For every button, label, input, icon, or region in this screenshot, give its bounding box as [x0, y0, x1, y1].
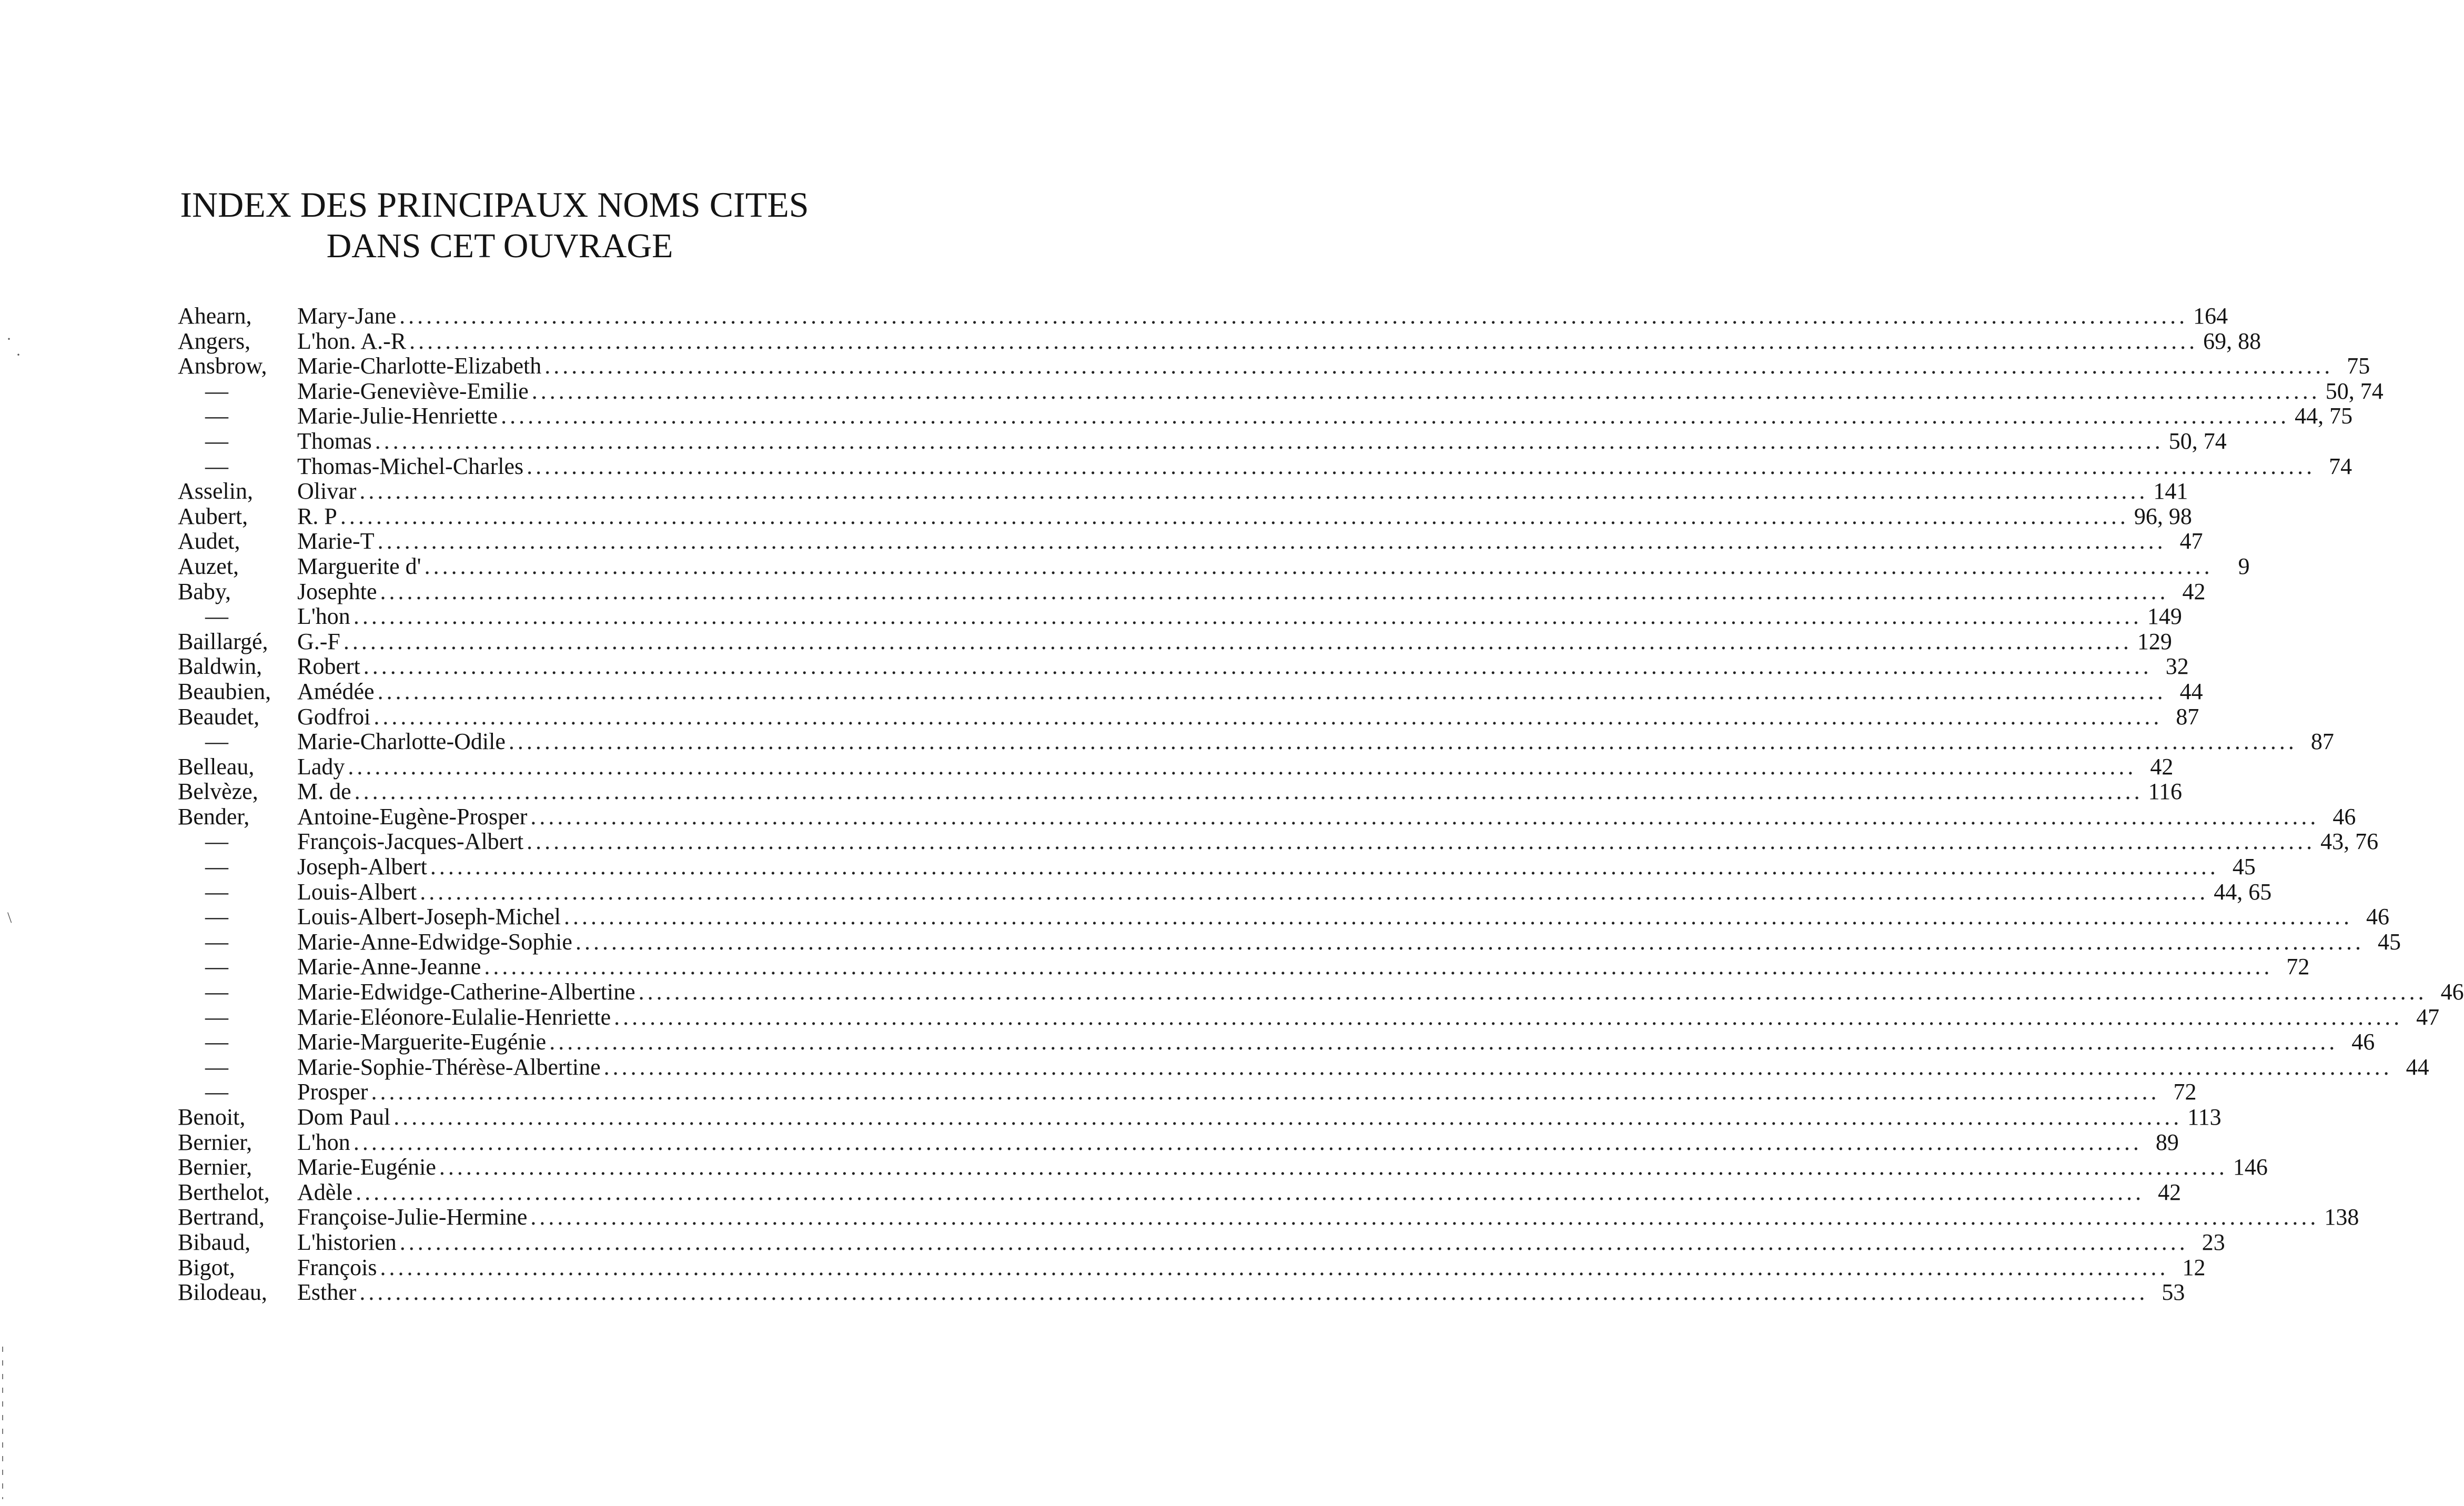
margin-speck: · [6, 330, 12, 348]
index-entry [178, 1129, 2179, 1155]
index-entry [178, 578, 2206, 604]
ditto-dash: — [205, 403, 228, 429]
entry-page-numbers: 44 [2406, 1054, 2429, 1080]
entry-detail [297, 378, 2384, 404]
ditto-dash: — [205, 1029, 228, 1055]
entry-detail [297, 954, 2310, 980]
ditto-dash: — [205, 729, 228, 755]
dot-leader: ........................................................................................................................................................................................................ [393, 1104, 2183, 1130]
dot-leader: ........................................................................................................................................................................................................ [380, 1254, 2169, 1280]
entry-given-name: Godfroi [297, 703, 371, 730]
entry-surname: Auzet, [178, 553, 239, 579]
ditto-dash: — [205, 878, 228, 905]
ditto-dash: — [205, 928, 228, 955]
entry-page-numbers: 87 [2176, 703, 2199, 730]
index-entry [178, 503, 2192, 529]
entry-page-numbers: 44, 75 [2295, 403, 2353, 429]
index-entry [178, 753, 2174, 780]
ditto-dash: — [205, 453, 228, 479]
entry-surname: Benoit, [178, 1104, 246, 1130]
entry-detail [297, 353, 2370, 379]
entry-detail [297, 603, 2182, 630]
index-entry [178, 854, 2256, 880]
entry-detail [297, 478, 2188, 504]
entry-given-name: Dom Paul [297, 1104, 391, 1130]
ditto-dash: — [205, 1079, 228, 1105]
index-entry [178, 729, 2334, 755]
entry-page-numbers: 23 [2202, 1229, 2225, 1255]
index-entry [178, 303, 2228, 329]
index-entry [178, 628, 2172, 654]
index-entry [178, 703, 2199, 730]
entry-given-name: Amédée [297, 678, 375, 704]
entry-given-name: Marie-Anne-Jeanne [297, 954, 481, 980]
index-list [178, 303, 2464, 1306]
dot-leader: ........................................................................................................................................................................................................ [377, 678, 2166, 704]
entry-page-numbers: 45 [2377, 928, 2401, 955]
ditto-dash: — [205, 603, 228, 630]
entry-given-name: Louis-Albert-Joseph-Michel [297, 904, 561, 930]
entry-page-numbers: 96, 98 [2134, 503, 2192, 529]
entry-surname: Baby, [178, 578, 231, 604]
entry-given-name: L'hon [297, 603, 350, 630]
dot-leader: ........................................................................................................................................................................................................ [501, 403, 2290, 429]
index-entry [178, 353, 2370, 379]
index-entry [178, 1054, 2429, 1080]
entry-page-numbers: 146 [2233, 1154, 2268, 1180]
ditto-dash: — [205, 854, 228, 880]
dot-leader: ........................................................................................................................................................................................................ [353, 603, 2142, 630]
entry-page-numbers: 72 [2173, 1079, 2197, 1105]
entry-detail [297, 503, 2192, 529]
entry-surname: Audet, [178, 528, 240, 554]
entry-surname: Ansbrow, [178, 353, 267, 379]
dot-leader: ........................................................................................................................................................................................................ [564, 904, 2352, 930]
entry-detail [297, 928, 2401, 955]
entry-surname: Aubert, [178, 503, 248, 529]
dot-leader: ........................................................................................................................................................................................................ [575, 928, 2364, 955]
entry-page-numbers: 116 [2148, 779, 2183, 805]
ditto-dash: — [205, 828, 228, 855]
index-entry [178, 1229, 2225, 1255]
index-entry [178, 528, 2203, 554]
dot-leader: ........................................................................................................................................................................................................ [371, 1079, 2160, 1105]
entry-detail [297, 803, 2356, 830]
dot-leader: ........................................................................................................................................................................................................ [527, 828, 2316, 855]
entry-page-numbers: 89 [2155, 1129, 2179, 1155]
dot-leader: ........................................................................................................................................................................................................ [353, 1129, 2142, 1155]
ditto-dash: — [205, 1054, 228, 1080]
entry-surname: Bernier, [178, 1129, 253, 1155]
dot-leader: ........................................................................................................................................................................................................ [343, 628, 2132, 654]
index-entry [178, 378, 2384, 404]
index-entry [178, 1004, 2440, 1030]
entry-surname: Bilodeau, [178, 1279, 267, 1306]
entry-page-numbers: 138 [2324, 1204, 2359, 1230]
ditto-dash: — [205, 428, 228, 454]
dot-leader: ........................................................................................................................................................................................................ [399, 1229, 2188, 1255]
entry-given-name: Marie-T [297, 528, 375, 554]
dot-leader: ........................................................................................................................................................................................................ [549, 1029, 2338, 1055]
entry-surname: Bibaud, [178, 1229, 251, 1255]
entry-given-name: M. de [297, 779, 351, 805]
entry-page-numbers: 113 [2187, 1104, 2221, 1130]
entry-page-numbers: 44 [2179, 678, 2203, 704]
entry-surname: Belleau, [178, 753, 255, 780]
dot-leader: ........................................................................................................................................................................................................ [638, 979, 2427, 1005]
ditto-dash: — [205, 979, 228, 1005]
entry-given-name: Louis-Albert [297, 878, 417, 905]
entry-given-name: Marie-Charlotte-Elizabeth [297, 353, 542, 379]
entry-given-name: Thomas [297, 428, 372, 454]
entry-detail [297, 1229, 2225, 1255]
entry-detail [297, 878, 2272, 905]
entry-page-numbers: 164 [2193, 303, 2228, 329]
entry-given-name: Joseph-Albert [297, 854, 427, 880]
entry-page-numbers: 44, 65 [2214, 878, 2272, 905]
entry-detail [297, 328, 2261, 354]
entry-surname: Bigot, [178, 1254, 235, 1280]
entry-detail [297, 403, 2353, 429]
entry-surname: Angers, [178, 328, 251, 354]
ditto-dash: — [205, 378, 228, 404]
dot-leader: ........................................................................................................................................................................................................ [340, 503, 2129, 529]
index-title-line-2: DANS CET OUVRAGE [326, 227, 673, 265]
margin-speck: \ [7, 909, 12, 926]
entry-page-numbers: 69, 88 [2203, 328, 2261, 354]
dot-leader: ........................................................................................................................................................................................................ [356, 1179, 2145, 1205]
entry-detail [297, 729, 2334, 755]
entry-given-name: Robert [297, 653, 360, 680]
index-entry [178, 403, 2353, 429]
ditto-dash: — [205, 1004, 228, 1030]
index-entry [178, 979, 2464, 1005]
entry-given-name: Marie-Geneviève-Emilie [297, 378, 529, 404]
index-entry [178, 603, 2182, 630]
entry-given-name: R. P [297, 503, 337, 529]
entry-detail [297, 1254, 2206, 1280]
entry-given-name: L'historien [297, 1229, 397, 1255]
entry-surname: Asselin, [178, 478, 253, 504]
entry-detail [297, 854, 2256, 880]
entry-page-numbers: 75 [2347, 353, 2370, 379]
entry-given-name: Marie-Charlotte-Odile [297, 729, 506, 755]
entry-detail [297, 428, 2227, 454]
entry-given-name: Marie-Anne-Edwidge-Sophie [297, 928, 572, 955]
index-entry [178, 1079, 2197, 1105]
entry-detail [297, 904, 2389, 930]
entry-page-numbers: 149 [2147, 603, 2182, 630]
entry-detail [297, 553, 2250, 579]
dot-leader: ........................................................................................................................................................................................................ [359, 1279, 2148, 1306]
entry-given-name: Thomas-Michel-Charles [297, 453, 524, 479]
margin-speck: · [16, 346, 21, 363]
entry-given-name: Lady [297, 753, 345, 780]
entry-page-numbers: 9 [2238, 553, 2250, 579]
entry-page-numbers: 53 [2162, 1279, 2185, 1306]
entry-given-name: Adèle [297, 1179, 353, 1205]
entry-detail [297, 453, 2352, 479]
entry-surname: Berthelot, [178, 1179, 270, 1205]
entry-detail [297, 979, 2464, 1005]
index-entry [178, 1254, 2206, 1280]
entry-page-numbers: 45 [2232, 854, 2256, 880]
dot-leader: ........................................................................................................................................................................................................ [527, 453, 2316, 479]
entry-detail [297, 628, 2172, 654]
index-entry [178, 1104, 2221, 1130]
entry-given-name: François [297, 1254, 377, 1280]
dot-leader: ........................................................................................................................................................................................................ [530, 1204, 2319, 1230]
entry-given-name: François-Jacques-Albert [297, 828, 524, 855]
index-entry [178, 1204, 2359, 1230]
index-entry [178, 653, 2189, 680]
dot-leader: ........................................................................................................................................................................................................ [380, 578, 2169, 604]
index-entry [178, 1029, 2375, 1055]
dot-leader: ........................................................................................................................................................................................................ [508, 729, 2297, 755]
entry-detail [297, 828, 2379, 855]
entry-page-numbers: 50, 74 [2325, 378, 2384, 404]
entry-detail [297, 1004, 2440, 1030]
entry-surname: Bernier, [178, 1154, 253, 1180]
index-entry [178, 328, 2261, 354]
dot-leader: ........................................................................................................................................................................................................ [603, 1054, 2392, 1080]
entry-given-name: Josephte [297, 578, 377, 604]
entry-detail [297, 1104, 2221, 1130]
entry-detail [297, 1054, 2429, 1080]
entry-given-name: G.-F [297, 628, 340, 654]
entry-detail [297, 1179, 2182, 1205]
entry-page-numbers: 129 [2137, 628, 2172, 654]
entry-page-numbers: 46 [2440, 979, 2464, 1005]
scan-edge-rule [2, 1347, 3, 1499]
dot-leader: ........................................................................................................................................................................................................ [354, 779, 2143, 805]
entry-detail [297, 303, 2228, 329]
entry-page-numbers: 32 [2165, 653, 2189, 680]
entry-given-name: Marie-Eugénie [297, 1154, 436, 1180]
entry-detail [297, 1154, 2268, 1180]
entry-given-name: L'hon. A.-R [297, 328, 407, 354]
dot-leader: ........................................................................................................................................................................................................ [373, 703, 2163, 730]
entry-detail [297, 1079, 2197, 1105]
index-entry [178, 954, 2310, 980]
entry-page-numbers: 46 [2351, 1029, 2375, 1055]
index-entry [178, 803, 2356, 830]
entry-detail [297, 578, 2206, 604]
entry-page-numbers: 46 [2366, 904, 2389, 930]
entry-given-name: Marie-Sophie-Thérèse-Albertine [297, 1054, 601, 1080]
entry-given-name: Marie-Eléonore-Eulalie-Henriette [297, 1004, 611, 1030]
entry-page-numbers: 47 [2179, 528, 2203, 554]
index-entry [178, 478, 2188, 504]
index-entry [178, 779, 2183, 805]
dot-leader: ........................................................................................................................................................................................................ [424, 553, 2213, 579]
ditto-dash: — [205, 904, 228, 930]
index-entry [178, 1279, 2185, 1306]
entry-detail [297, 678, 2203, 704]
dot-leader: ........................................................................................................................................................................................................ [375, 428, 2164, 454]
entry-page-numbers: 74 [2329, 453, 2352, 479]
entry-given-name: Marguerite d' [297, 553, 421, 579]
entry-given-name: Prosper [297, 1079, 368, 1105]
index-entry [178, 1179, 2182, 1205]
entry-page-numbers: 47 [2416, 1004, 2440, 1030]
dot-leader: ........................................................................................................................................................................................................ [484, 954, 2273, 980]
entry-given-name: Esther [297, 1279, 357, 1306]
entry-detail [297, 1029, 2375, 1055]
entry-page-numbers: 50, 74 [2168, 428, 2227, 454]
dot-leader: ........................................................................................................................................................................................................ [363, 653, 2152, 680]
entry-given-name: L'hon [297, 1129, 350, 1155]
entry-given-name: Antoine-Eugène-Prosper [297, 803, 528, 830]
entry-surname: Belvèze, [178, 779, 258, 805]
entry-page-numbers: 87 [2310, 729, 2334, 755]
index-title-line-1: INDEX DES PRINCIPAUX NOMS CITES [180, 185, 809, 225]
entry-surname: Ahearn, [178, 303, 252, 329]
entry-detail [297, 779, 2183, 805]
ditto-dash: — [205, 954, 228, 980]
entry-page-numbers: 43, 76 [2320, 828, 2379, 855]
entry-detail [297, 528, 2203, 554]
dot-leader: ........................................................................................................................................................................................................ [348, 753, 2137, 780]
index-entry [178, 828, 2379, 855]
entry-page-numbers: 72 [2286, 954, 2310, 980]
entry-surname: Beaudet, [178, 703, 260, 730]
entry-page-numbers: 141 [2153, 478, 2188, 504]
dot-leader: ........................................................................................................................................................................................................ [409, 328, 2198, 354]
entry-surname: Baillargé, [178, 628, 268, 654]
entry-detail [297, 703, 2199, 730]
entry-page-numbers: 46 [2332, 803, 2356, 830]
entry-detail [297, 1279, 2185, 1306]
dot-leader: ........................................................................................................................................................................................................ [544, 353, 2334, 379]
entry-detail [297, 1129, 2179, 1155]
entry-page-numbers: 42 [2150, 753, 2174, 780]
entry-surname: Bertrand, [178, 1204, 265, 1230]
entry-given-name: Marie-Edwidge-Catherine-Albertine [297, 979, 635, 1005]
index-entry [178, 904, 2389, 930]
entry-detail [297, 653, 2189, 680]
index-entry [178, 428, 2227, 454]
dot-leader: ........................................................................................................................................................................................................ [530, 803, 2319, 830]
entry-detail [297, 753, 2174, 780]
index-entry [178, 553, 2250, 579]
dot-leader: ........................................................................................................................................................................................................ [614, 1004, 2403, 1030]
dot-leader: ........................................................................................................................................................................................................ [430, 854, 2219, 880]
entry-given-name: Marie-Julie-Henriette [297, 403, 498, 429]
index-entry [178, 678, 2203, 704]
entry-given-name: Marie-Marguerite-Eugénie [297, 1029, 547, 1055]
dot-leader: ........................................................................................................................................................................................................ [439, 1154, 2228, 1180]
entry-surname: Beaubien, [178, 678, 271, 704]
entry-surname: Baldwin, [178, 653, 262, 680]
index-entry [178, 878, 2272, 905]
entry-page-numbers: 42 [2182, 578, 2206, 604]
dot-leader: ........................................................................................................................................................................................................ [377, 528, 2166, 554]
dot-leader: ........................................................................................................................................................................................................ [420, 878, 2209, 905]
dot-leader: ........................................................................................................................................................................................................ [359, 478, 2148, 504]
entry-surname: Bender, [178, 803, 250, 830]
entry-page-numbers: 42 [2158, 1179, 2182, 1205]
index-entry [178, 453, 2352, 479]
dot-leader: ........................................................................................................................................................................................................ [531, 378, 2320, 404]
index-entry [178, 1154, 2268, 1180]
dot-leader: ........................................................................................................................................................................................................ [399, 303, 2188, 329]
entry-detail [297, 1204, 2359, 1230]
entry-given-name: Olivar [297, 478, 357, 504]
entry-given-name: Françoise-Julie-Hermine [297, 1204, 528, 1230]
entry-given-name: Mary-Jane [297, 303, 397, 329]
index-entry [178, 928, 2401, 955]
entry-page-numbers: 12 [2182, 1254, 2206, 1280]
